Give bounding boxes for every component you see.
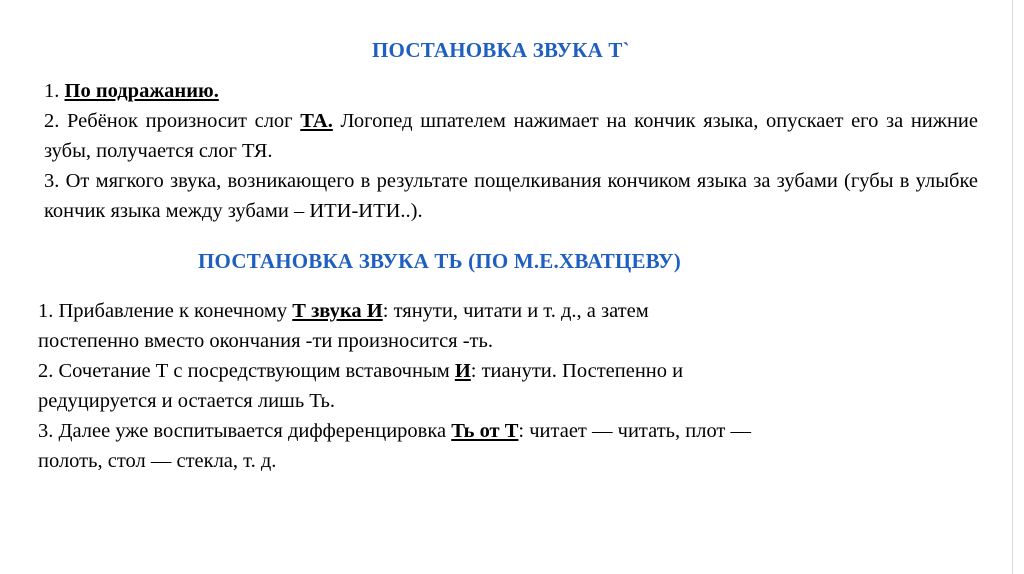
method-line-3-prefix: 2. Сочетание Т с посредствующим вставочным xyxy=(38,360,455,382)
item-1-title: По подражанию. xyxy=(64,80,219,102)
method-line-2: постепенно вместо окончания -ти произносится -ть. xyxy=(38,330,493,352)
item-2-prefix: 2. Ребёнок произносит слог xyxy=(44,110,301,132)
section-khvattsev-method xyxy=(38,296,938,476)
method-line-4: редуцируется и остается лишь Ть. xyxy=(38,390,336,412)
item-2 xyxy=(44,106,978,166)
method-line-1-suffix: : тянути, читати и т. д., а затем xyxy=(382,300,649,322)
method-line-5-prefix: 3. Далее уже воспитывается дифференцировка xyxy=(38,420,452,442)
method-line-1-bold: Т звука И xyxy=(292,300,383,322)
item-2-syllable: ТА. xyxy=(300,110,333,132)
method-line-3 xyxy=(38,356,938,386)
item-1 xyxy=(44,76,978,106)
item-3: 3. От мягкого звука, возникающего в результате пощелкивания кончиком языка за зубами (губы в улыбке кончик языка между зубами – ИТИ-ИТИ..). xyxy=(44,170,978,222)
method-line-5-suffix: : читает — читать, плот — xyxy=(518,420,752,442)
right-edge-rule xyxy=(1012,0,1013,574)
method-line-3-suffix: : тианути. Постепенно и xyxy=(470,360,684,382)
method-line-1-prefix: 1. Прибавление к конечному xyxy=(38,300,293,322)
method-line-5-bold: Ть от Т xyxy=(451,420,519,442)
item-2-rest: Логопед шпателем нажимает на кончик языка, опускает его за нижние зубы, получается слог ТЯ. xyxy=(44,110,978,162)
section-t-methods xyxy=(44,76,978,226)
method-line-3-bold: И xyxy=(454,360,471,382)
heading-sound-t-soft: ПОСТАНОВКА ЗВУКА ТЬ (ПО М.Е.ХВАТЦЕВУ) xyxy=(198,249,681,273)
method-line-6: полоть, стол — стекла, т. д. xyxy=(38,450,277,472)
heading-sound-t: ПОСТАНОВКА ЗВУКА Т` xyxy=(372,38,630,62)
method-line-5 xyxy=(38,416,938,446)
method-line-1 xyxy=(38,296,938,326)
item-1-number: 1. xyxy=(44,80,65,102)
